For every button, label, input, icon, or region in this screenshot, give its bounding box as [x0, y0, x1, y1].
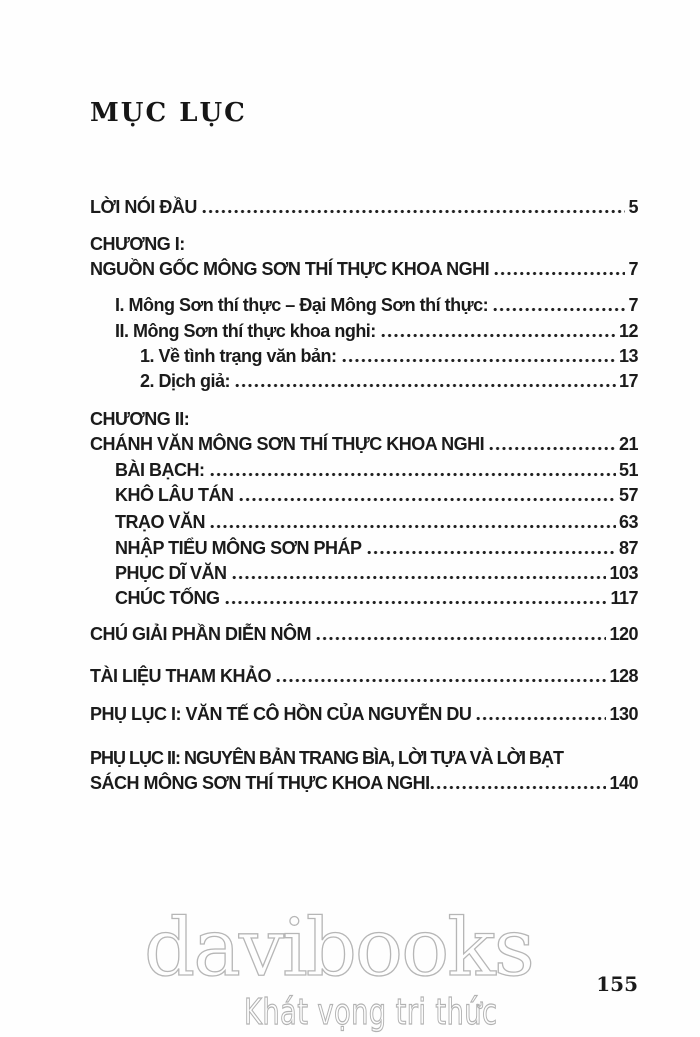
toc-entry-page: 21	[618, 434, 638, 454]
toc-entry-label: CHƯƠNG I:	[90, 234, 185, 254]
toc-entry-label: SÁCH MÔNG SƠN THÍ THỰC KHOA NGHI	[90, 773, 430, 793]
toc-entry-label: NHẬP TIỂU MÔNG SƠN PHÁP	[115, 538, 362, 558]
toc-entry	[90, 622, 638, 647]
dot-leader	[367, 548, 616, 557]
toc-entry	[90, 702, 638, 727]
toc-entry-page: 5	[628, 197, 638, 217]
toc-entry	[90, 344, 638, 369]
toc-entry-label: CHÚ GIẢI PHẦN DIỄN NÔM	[90, 624, 312, 644]
toc-entry	[90, 536, 638, 561]
toc-entry-label: NGUỒN GỐC MÔNG SƠN THÍ THỰC KHOA NGHI	[90, 259, 490, 279]
dot-leader	[316, 634, 606, 643]
toc-entry-label: BÀI BẠCH:	[115, 460, 205, 480]
toc-entry	[90, 458, 638, 483]
dot-leader	[493, 305, 625, 314]
toc-entry-page: 12	[618, 321, 638, 341]
toc-entry-page: 103	[609, 563, 638, 583]
toc-entry-page: 13	[618, 346, 638, 366]
toc-entry-label: II. Mông Sơn thí thực khoa nghi:	[115, 321, 376, 341]
toc-entry	[90, 293, 638, 318]
toc-entry	[90, 771, 638, 796]
toc-entry-page: 17	[618, 371, 638, 391]
dot-leader	[494, 269, 625, 278]
toc-entry-label: I. Mông Sơn thí thực – Đại Mông Sơn thí thực:	[115, 295, 489, 315]
toc-entry-page: 120	[609, 624, 638, 644]
toc-entry	[90, 407, 638, 432]
toc-entry	[90, 561, 638, 586]
dot-leader	[430, 783, 607, 792]
toc-entry-label: LỜI NÓI ĐẦU	[90, 197, 197, 217]
toc-entry-label: CHÁNH VĂN MÔNG SƠN THÍ THỰC KHOA NGHI	[90, 434, 485, 454]
dot-leader	[489, 444, 616, 453]
toc-entry-label: PHỤ LỤC I: VĂN TẾ CÔ HỒN CỦA NGUYỄN DU	[90, 704, 472, 724]
toc-entry-label: PHỤC DĨ VĂN	[115, 563, 227, 583]
toc-entry-label: CHÚC TỐNG	[115, 588, 220, 608]
toc-entry	[90, 586, 638, 611]
toc-entry-label: TÀI LIỆU THAM KHẢO	[90, 666, 271, 686]
toc-entry-label: KHÔ LÂU TÁN	[115, 485, 234, 505]
toc-entry-label: CHƯƠNG II:	[90, 409, 190, 429]
dot-leader	[235, 381, 616, 390]
dot-leader	[202, 207, 626, 216]
toc-entry-label: 2. Dịch giả:	[140, 371, 231, 391]
page-title: MỤC LỤC	[90, 98, 247, 128]
toc-entry	[90, 195, 638, 220]
toc-entry-page: 130	[609, 704, 638, 724]
toc-entry-page: 7	[628, 259, 638, 279]
toc-entry	[90, 483, 638, 508]
toc-entry-page: 117	[610, 588, 638, 608]
toc-entry	[90, 432, 638, 457]
toc-entry-page: 128	[609, 666, 638, 686]
toc-entry	[90, 510, 638, 535]
toc-entry-page: 140	[609, 773, 638, 793]
toc-entry-label: TRẠO VĂN	[115, 512, 205, 532]
toc-entry-page: 63	[618, 512, 638, 532]
toc-entry-label: PHỤ LỤC II: NGUYÊN BẢN TRANG BÌA, LỜI TỰA VÀ LỜI BẠT	[90, 748, 563, 768]
toc-entry-page: 7	[628, 295, 638, 315]
toc-entry-label: 1. Về tình trạng văn bản:	[140, 346, 337, 366]
dot-leader	[210, 522, 616, 531]
dot-leader	[276, 676, 606, 685]
dot-leader	[239, 495, 616, 504]
dot-leader	[476, 714, 606, 723]
dot-leader	[232, 573, 607, 582]
dot-leader	[225, 598, 608, 607]
dot-leader	[210, 470, 616, 479]
toc-list	[90, 195, 638, 796]
dot-leader	[381, 331, 616, 340]
watermark-brand: davibooks	[144, 901, 533, 994]
toc-entry	[90, 319, 638, 344]
toc-entry	[90, 369, 638, 394]
dot-leader	[342, 356, 616, 365]
toc-entry-page: 51	[618, 460, 638, 480]
toc-entry-page: 87	[618, 538, 638, 558]
page-number: 155	[596, 972, 638, 996]
watermark-slogan: Khát vọng tri thức	[244, 992, 498, 1033]
toc-entry	[90, 232, 638, 257]
toc-entry-page: 57	[618, 485, 638, 505]
toc-entry	[90, 664, 638, 689]
toc-entry	[90, 257, 638, 282]
toc-entry	[90, 746, 638, 771]
